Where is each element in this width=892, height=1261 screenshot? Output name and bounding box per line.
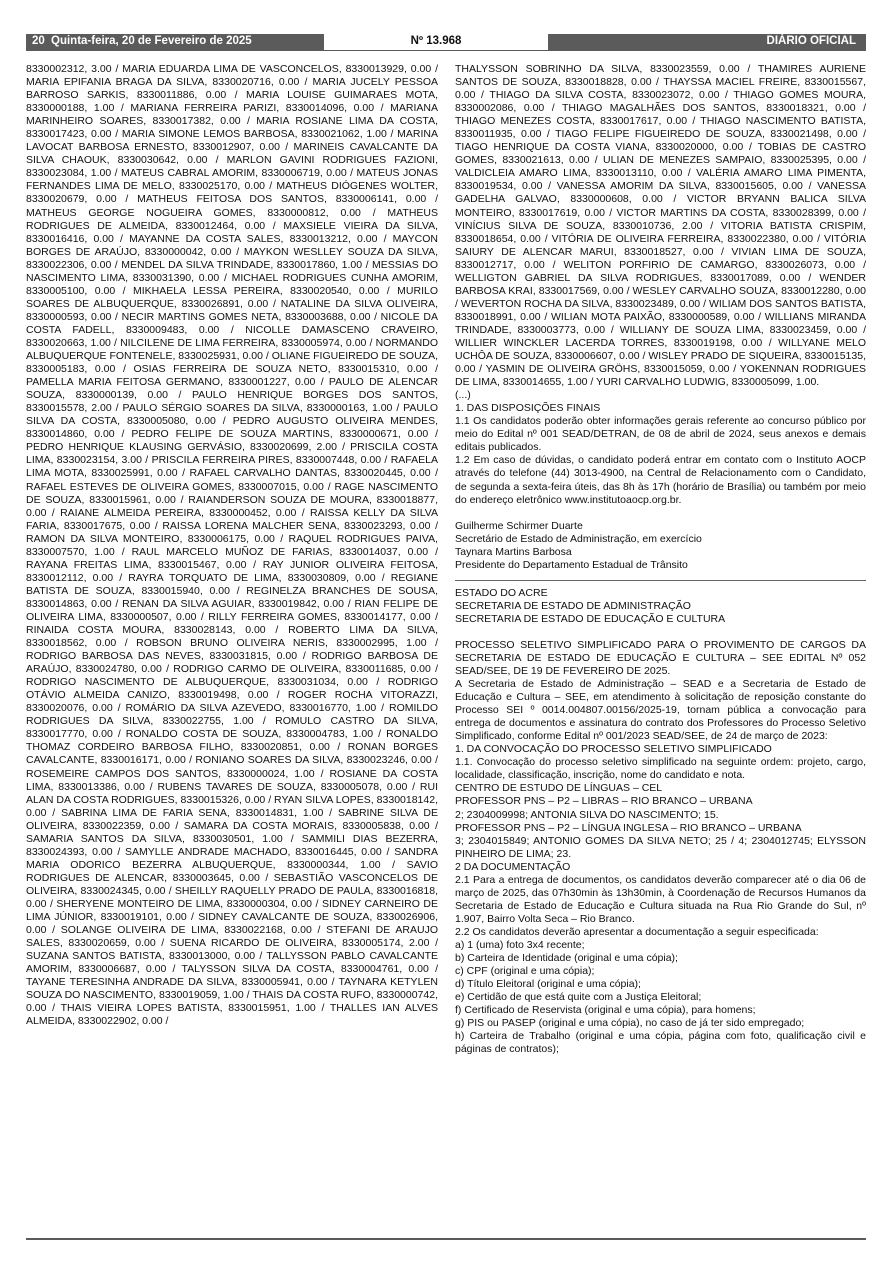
publication-date: Quinta-feira, 20 de Fevereiro de 2025 (51, 35, 252, 47)
document-item: b) Carteira de Identidade (original e uma cópia); (455, 952, 678, 965)
candidate-list-left: 8330002312, 3.00 / MARIA EDUARDA LIMA DE VASCONCELOS, 8330013929, 0.00 / MARIA EPIFANIA BRAGA DA SILVA, 8330020716, 0.00 / MARIA JUCELY PESSOA BARROSO SARKIS, 8330011886, 0.00 / MARIA LOUISE GUIMARAES MOTA, 8330000188, 1.00 / MARIANA FERREIRA PARIZI, 8330014096, 0.00 / MARIANA MARINHEIRO SOARES, 8330017382, 0.00 / MARIA ROSIANE LIMA DA COSTA, 8330017423, 0.00 / MARIA SIMONE LEMOS BARBOSA, 8330021062, 1.00 / MARINA LAVOCAT BARBOSA ERNESTO, 8330012907, 0.00 / MARINEIS CAVALCANTE DA SILVA CHAOUK, 8330030642, 0.00 / MARLON GAVINI RODRIGUES FAZIONI, 8330023084, 1.00 / MATEUS CABRAL AMORIM, 8330006719, 0.00 / MATEUS JONAS FERNANDES LIMA DE MELO, 8330025170, 0.00 / MATHEUS DIÓGENES WOLTER, 8330020679, 0.00 / MATHEUS FEITOSA DOS SANTOS, 8330006141, 0.00 / MATHEUS GEORGE NOGUEIRA GOMES, 8330000812, 0.00 / MATHEUS RODRIGUES DE ALMEIDA, 8330012464, 0.00 / MAXSIELE VIEIRA DA SILVA, 8330016416, 0.00 / MAYANNE DA COSTA SALES, 8330013212, 0.00 / MAYCON BORGES DE ARAÚJO, 8330000042, 0.00 / MAYKON WESLLEY SOUZA DA SILVA, 8330022306, 0.00 / MENDEL DA SILVA TRINDADE, 8330017860, 1.00 / MESSIAS DO NASCIMENTO LIMA, 8330031390, 0.00 / MICHAEL RODRIGUES CUNHA AMORIM, 8330005100, 0.00 / MIKHAELA LESSA PEREIRA, 8330020540, 0.00 / MURILO SOARES DE ALBUQUERQUE, 8330026891, 0.00 / NATALINE DA SILVA OLIVEIRA, 8330000593, 0.00 / NECIR MARTINS GOMES NETA, 8330003688, 0.00 / NICOLE DA COSTA FADELL, 8330009483, 0.00 / NICOLLE DAMASCENO CRAVEIRO, 8330020663, 1.00 / NILCILENE DE LIMA FERREIRA, 8330005974, 0.00 / NORMANDO ALBUQUERQUE FONTENELE, 8330025931, 0.00 / OLIANE FIGUEIREDO DE SOUZA, 8330005183, 0.00 / OSIAS FERREIRA DE SOUZA NETO, 8330015310, 0.00 / PAMELLA MARIA FEITOSA GERMANO, 8330001227, 0.00 / PAULO DE ALENCAR SOUZA, 8330000139, 0.00 / PAULO HENRIQUE BORGES DOS SANTOS, 8330015578, 2.00 / PAULO SÉRGIO SOARES DA SILVA, 8330000163, 1.00 / PAULO SILVA DA COSTA, 8330005080, 0.00 / PEDRO AUGUSTO OLIVEIRA MENDES, 8330014860, 0.00 / PEDRO FELIPE DE SOUZA MARTINS, 8330000671, 0.00 / PEDRO HENRIQUE KLAUSING GERVÁSIO, 8330020699, 2.00 / PRISCILA COSTA LIMA, 8330023154, 3.00 / PRISCILA FERREIRA PIRES, 8330007448, 0.00 / RAFAELA LIMA MOTA, 8330025991, 0.00 / RAFAEL CARVALHO DANTAS, 8330020445, 0.00 / RAFAEL ESTEVES DE OLIVEIRA GOMES, 8330007015, 0.00 / RAGE NASCIMENTO DE SOUZA, 8330015961, 0.00 / RAIANDERSON SOUZA DE MOURA, 8330018877, 0.00 / RAIANE ALMEIDA PEREIRA, 8330000452, 0.00 / RAISSA KELLY DA SILVA FARIA, 8330017675, 0.00 / RAISSA LORENA MALCHER SENA, 8330023293, 0.00 / RAMON DA SILVA MONTEIRO, 8330006175, 0.00 / RAQUEL RODRIGUES PAIVA, 8330007570, 1.00 / RAUL MARCELO MUÑOZ DE FARIAS, 8330014037, 0.00 / RAYANA FREITAS LIMA, 8330015467, 0.00 / RAY JUNIOR OLIVEIRA FEITOSA, 8330012112, 0.00 / RAYRA TORQUATO DE LIMA, 8330030809, 0.00 / REGIANE BATISTA DE SOUZA, 8330015940, 0.00 / REGINELZA BRANCHES DE SOUSA, 8330014863, 0.00 / RENAN DA SILVA AGUIAR, 8330019842, 0.00 / RIAN FELIPE DE OLIVEIRA LIMA, 8330000507, 0.00 / RILLY FERREIRA GOMES, 8330014177, 0.00 / RINAIDA COSTA MOURA, 8330028143, 0.00 / ROBERTO LIMA DA SILVA, 8330018562, 0.00 / ROBSON BRUNO OLIVEIRA NERIS, 8330002995, 1.00 / RODRIGO BARBOSA DAS NEVES, 8330031815, 0.00 / RODRIGO BARBOSA DE ARAÚJO, 8330024780, 0.00 / RODRIGO CARMO DE OLIVEIRA, 8330011685, 0.00 / RODRIGO NASCIMENTO DE ALBUQUERQUE, 8330031034, 0.00 / RODRIGO OTÁVIO ALMEIDA CANIZO, 8330019498, 0.00 / ROGER ROCHA VITORAZZI, 8330020076, 0.00 / ROMÁRIO DA SILVA AZEVEDO, 8330016770, 1.00 / ROMILDO RODRIGUES DA SILVA, 8330022755, 1.00 / ROMULO CASTRO DA SILVA, 8330017770, 0.00 / RONALDO COSTA DE SOUZA, 8330004783, 1.00 / RONALDO THOMAZ CORDEIRO BARBOSA FILHO, 8330020851, 0.00 / RONAN BORGES CAVALCANTE, 8330016171, 0.00 / RONIANO SOARES DA SILVA, 8330023246, 0.00 / ROSEMEIRE CAMPOS DOS SANTOS, 8330000024, 1.00 / ROSIANE DA COSTA LIMA, 8330013386, 0.00 / RUBENS TAVARES DE SOUZA, 8330005078, 0.00 / RUI ALAN DA COSTA RODRIGUES, 8330015326, 0.00 / RYAN SILVA LOPES, 8330018142, 0.00 / SABRINA LIMA DE FARIA SENA, 8330014831, 1.00 / SABRINE SILVA DE OLIVEIRA, 8330022359, 0.00 / SAMARA DA COSTA MORAIS, 8330005838, 0.00 / SAMARIA SANTOS DA SILVA, 8330030501, 1.00 / SAMMILI DIAS BEZERRA, 8330024393, 0.00 / SAMYLLE ANDRADE MACHADO, 8330016445, 0.00 / SANDRA MARIA ODORICO BEZERRA ALBUQUERQUE, 8330000344, 1.00 / SAVIO RODRIGUES DE ALENCAR, 8330003645, 0.00 / SEBASTIÃO VASCONCELOS DE OLIVEIRA, 8330024345, 0.00 / SHEILLY RAQUELLY PRADO DE PAULA, 8330016818, 0.00 / SHERYENE MONTEIRO DE LIMA, 8330000304, 0.00 / SIDNEY CARNEIRO DE LIMA JÚNIOR, 8330019101, 0.00 / SIDNEY CAVALCANTE DE SOUZA, 8330026906, 0.00 / SOLANGE OLIVEIRA DE LIMA, 8330022168, 0.00 / STEFANI DE ARAUJO SALES, 8330020659, 0.00 / SUENA RICARDO DE OLIVEIRA, 8330005174, 2.00 / SUZANA SANTOS BATISTA, 8330013000, 0.00 / TALLYSSON PABLO CAVALCANTE AMORIM, 8330006687, 0.00 / TALYSSON SILVA DA COSTA, 8330004761, 0.00 / TAYANE TERESINHA ANDRADE DA SILVA, 8330005941, 0.00 / TAYNARA KETYLEN SOUZA DO NASCIMENTO, 8330019059, 1.00 / THAIS DA COSTA RUFO, 8330000742, 0.00 / THAIS VIEIRA LOPES BATISTA, 8330015951, 1.00 / THALLES IAN ALVES ALMEIDA, 8330022902, 0.00 / (26, 63, 438, 1028)
document-item: c) CPF (original e uma cópia); (455, 965, 595, 978)
header-right-band (548, 34, 866, 51)
notice-intro: A Secretaria de Estado de Administração – SEAD e a Secretaria de Estado de Educação e Cultura – SEE, em atendimento à solicitação de reposição constante do Processo SEI º 0014.004807.00156/2025-19, tornam pública a convocação para entrega de documentos e assinatura do contrato dos Professores do Processo Seletivo Simplificado, conforme Edital nº 001/2023 SEAD/SEE, de 24 de março de 2023: (455, 678, 866, 743)
signer-2-name: Taynara Martins Barbosa (455, 545, 572, 558)
edition-number: Nº 13.968 (410, 35, 462, 47)
final-provision-1-1: 1.1 Os candidatos poderão obter informações gerais referente ao concurso público por meio do Edital nº 001 SEAD/DETRAN, de 08 de abril de 2024, seus anexos e demais editais publicados. (455, 415, 866, 454)
candidate-list-right: THALYSSON SOBRINHO DA SILVA, 8330023559, 0.00 / THAMIRES AURIENE SANTOS DE SOUZA, 8330018828, 0.00 / THAYSSA MACIEL FREIRE, 8330015567, 0.00 / THIAGO DA SILVA COSTA, 8330023072, 0.00 / THIAGO GOMES MOURA, 8330002086, 0.00 / THIAGO MAGALHÃES DOS SANTOS, 8330018321, 0.00 / THIAGO MENEZES COSTA, 8330017617, 0.00 / THIAGO NASCIMENTO BATISTA, 8330011935, 0.00 / TIAGO FELIPE FIGUEIREDO DE SOUZA, 8330021498, 0.00 / TIAGO HENRIQUE DA COSTA VIANA, 8330020000, 0.00 / TOBIAS DE CASTRO GOMES, 8330021613, 0.00 / ULIAN DE MENEZES SAMPAIO, 8330025395, 0.00 / VALDICLEIA AMARO LIMA, 8330013110, 0.00 / VALÉRIA AMARO LIMA PIMENTA, 8330019534, 0.00 / VANESSA AMORIM DA SILVA, 8330015605, 0.00 / VANESSA GADELHA GALVAO, 8330000608, 0.00 / VICTOR BRYANN BALICA SILVA MONTEIRO, 8330017619, 0.00 / VICTOR MARTINS DA COSTA, 8330028399, 0.00 / VINÍCIUS SILVA DE SOUZA, 8330010736, 2.00 / VITORIA BATISTA CRISPIM, 8330018654, 0.00 / VITÓRIA DE OLIVEIRA FERREIRA, 8330022380, 0.00 / VITÓRIA SAIURY DE ALENCAR MARUI, 8330018527, 0.00 / VIVIAN LIMA DE SOUZA, 8330012717, 0.00 / WELITON PORFIRIO DE CAMARGO, 8330026073, 0.00 / WELLIGTON GABRIEL DA SILVA RODRIGUES, 8330017089, 0.00 / WENDER BARBOSA KRAI, 8330017569, 0.00 / WESLEY CARVALHO SOUZA, 8330012280, 0.00 / WEVERTON ROCHA DA SILVA, 8330023489, 0.00 / WILIAM DOS SANTOS BATISTA, 8330018991, 0.00 / WILIAN MOTA PAIXÃO, 8330000589, 0.00 / WILLIANS MIRANDA TRINDADE, 8330003773, 0.00 / WILLIANY DE SOUZA LIMA, 8330023459, 0.00 / WILLIER WINCKLER LACERDA TORRES, 8330019198, 0.00 / WILLYANE MELO UCHÔA DE SOUZA, 8330006607, 0.00 / WISLEY PRADO DE SIQUEIRA, 8330015135, 0.00 / YASMIN DE OLIVEIRA GRÖHS, 8330015059, 0.00 / YOKENNAN RODRIGUES DE LIMA, 8330014655, 1.00 / YURI CARVALHO LUDWIG, 8330005099, 1.00. (455, 63, 866, 389)
section-2-1: 2.1 Para a entrega de documentos, os candidatos deverão comparecer até o dia 06 de março de 2025, das 07h30min às 13h30min, à Coordenação de Recursos Humanos da Secretaria de Estado de Educação e Cultura situada na Rua Rio Grande do Sul, nº 1.907, Bairro Volta Seca – Rio Branco. (455, 873, 866, 925)
section-divider (455, 580, 866, 581)
job-2-title: PROFESSOR PNS – P2 – LÍNGUA INGLESA – RIO BRANCO – URBANA (455, 821, 802, 834)
job-2-entry: 3; 2304015849; ANTONIO GOMES DA SILVA NETO; 25 / 4; 2304012745; ELYSSON PINHEIRO DE LIMA; 23. (455, 834, 866, 860)
signer-1-role: Secretário de Estado de Administração, em exercício (455, 532, 702, 545)
right-column (455, 63, 866, 1056)
document-item: h) Carteira de Trabalho (original e uma cópia, página com foto, qualificação civil e páginas de contratos); (455, 1030, 866, 1056)
final-provisions-heading: 1. DAS DISPOSIÇÕES FINAIS (455, 402, 601, 415)
ellipsis: (...) (455, 389, 471, 402)
header-center (324, 34, 548, 51)
section-1-heading: 1. DA CONVOCAÇÃO DO PROCESSO SELETIVO SIMPLIFICADO (455, 743, 772, 756)
document-item: d) Título Eleitoral (original e uma cópia); (455, 978, 641, 991)
header-left-band (26, 34, 324, 51)
page-header (26, 34, 866, 51)
footer-rule (26, 1238, 866, 1240)
section-2-2: 2.2 Os candidatos deverão apresentar a documentação a seguir especificada: (455, 925, 819, 938)
document-list (455, 939, 866, 1056)
document-item: a) 1 (uma) foto 3x4 recente; (455, 939, 585, 951)
job-1-entry: 2; 2304009998; ANTONIA SILVA DO NASCIMENTO; 15. (455, 808, 719, 821)
publication-title: DIÁRIO OFICIAL (766, 35, 856, 47)
center-name: CENTRO DE ESTUDO DE LÍNGUAS – CEL (455, 782, 663, 795)
document-item: e) Certidão de que está quite com a Justiça Eleitoral; (455, 991, 702, 1004)
left-column (26, 63, 438, 1028)
job-1-title: PROFESSOR PNS – P2 – LIBRAS – RIO BRANCO – URBANA (455, 795, 753, 808)
section-1-1: 1.1. Convocação do processo seletivo simplificado na seguinte ordem: projeto, cargo, localidade, classificação, inscrição, nome do candidato e nota. (455, 756, 866, 782)
document-item: f) Certificado de Reservista (original e uma cópia), para homens; (455, 1004, 756, 1017)
org-secretariat-admin: SECRETARIA DE ESTADO DE ADMINISTRAÇÃO (455, 599, 691, 612)
section-2-heading: 2 DA DOCUMENTAÇÃO (455, 860, 571, 873)
document-item: g) PIS ou PASEP (original e uma cópia), no caso de já ter sido empregado; (455, 1017, 805, 1030)
org-state: ESTADO DO ACRE (455, 586, 548, 599)
signer-2-role: Presidente do Departamento Estadual de Trânsito (455, 558, 688, 571)
org-secretariat-education: SECRETARIA DE ESTADO DE EDUCAÇÃO E CULTURA (455, 612, 726, 625)
page-number: 20 (32, 35, 45, 47)
process-title: PROCESSO SELETIVO SIMPLIFICADO PARA O PROVIMENTO DE CARGOS DA SECRETARIA DE ESTADO DE EDUCAÇÃO E CULTURA – SEE EDITAL Nº 052 SEAD/SEE, DE 19 DE FEVEREIRO DE 2025. (455, 638, 866, 678)
signer-1-name: Guilherme Schirmer Duarte (455, 519, 583, 532)
final-provision-1-2: 1.2 Em caso de dúvidas, o candidato poderá entrar em contato com o Instituto AOCP através do telefone (44) 3013-4900, na Central de Relacionamento com o Candidato, de segunda a sexta-feira úteis, das 8h às 17h (horário de Brasília) ou também por meio do endereço eletrônico www.institutoaocp.org.br. (455, 454, 866, 506)
